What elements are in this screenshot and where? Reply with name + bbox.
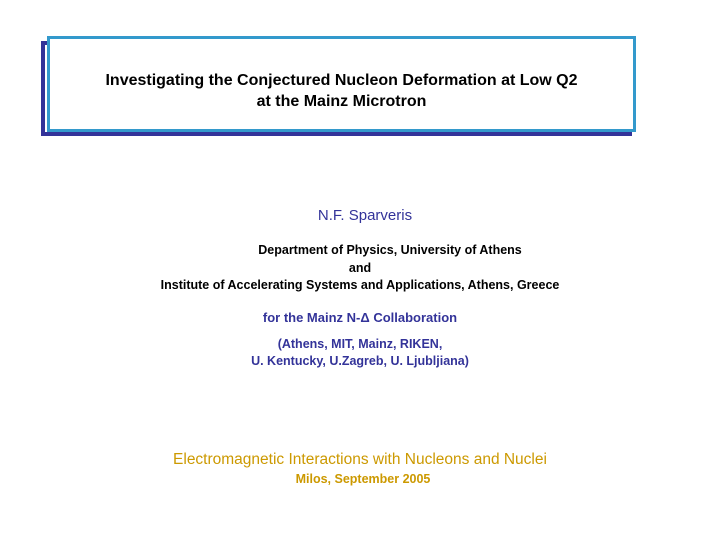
members-line-2: U. Kentucky, U.Zagreb, U. Ljubljiana) [251, 354, 469, 368]
affiliation-line-3: Institute of Accelerating Systems and Applications, Athens, Greece [160, 278, 560, 292]
members-line-1: (Athens, MIT, Mainz, RIKEN, [277, 337, 443, 351]
title-line-2: at the Mainz Microtron [256, 93, 427, 110]
collaboration-members [0, 336, 720, 370]
slide-title [47, 70, 636, 112]
title-line-1: Investigating the Conjectured Nucleon Deformation at Low Q2 [105, 72, 578, 89]
conference-name: Electromagnetic Interactions with Nucleons and Nuclei [173, 451, 547, 468]
conference-location: Milos, September 2005 [295, 472, 431, 486]
affiliation [0, 242, 720, 295]
affiliation-line-2: and [348, 260, 372, 275]
affiliation-line-1: Department of Physics, University of Athens [258, 243, 522, 257]
author-name: N.F. Sparveris [317, 207, 413, 224]
collaboration-label: for the Mainz N-Δ Collaboration [262, 310, 458, 325]
